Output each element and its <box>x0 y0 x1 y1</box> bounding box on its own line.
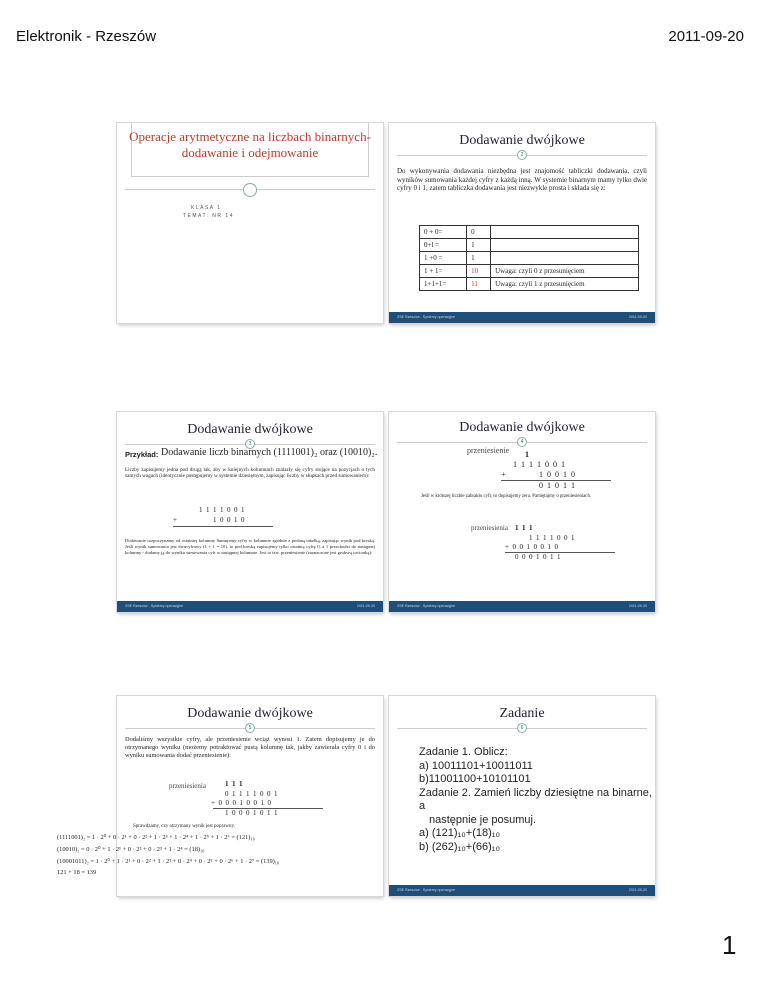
slide-text: Dodaliśmy wszystkie cyfry, ale przeniesienie wciąż wynosi 1. Zatem dopisujemy je do otrzymanego wyniku (możemy potraktować pustą kolumnę tak, jakby zawierała cyfry 0 i do wyniku sumowania dodać przeniesienie): <box>125 736 375 759</box>
slide-6 <box>389 696 655 896</box>
footer-right: 2011-09-20 <box>628 315 647 319</box>
table-cell <box>491 226 639 239</box>
table-row <box>420 265 639 278</box>
operand-2: 1 0 0 1 0 <box>539 470 575 479</box>
task-line: Zadanie 1. Oblicz: <box>419 746 508 758</box>
task-line: Zadanie 2. Zamień liczby dziesiętne na binarne, a <box>419 786 652 812</box>
class-label: KLASA 1 <box>191 205 222 211</box>
slide-3 <box>117 412 383 612</box>
table-row <box>420 278 639 291</box>
table-cell: 1 +0 = <box>420 252 467 265</box>
table-cell: Uwaga: czyli 1 z przesunięciem <box>491 278 639 291</box>
operand-1: 1 1 1 1 0 0 1 <box>199 506 245 514</box>
equation-1: (1111001)₂ = 1 · 2⁰ + 0 · 2¹ + 0 · 2² + 1 · 2³ + 1 · 2⁴ + 1 · 2⁵ + 1 · 2⁶ = (121)₁₀ <box>57 834 255 841</box>
table-cell: 1 <box>467 252 491 265</box>
slide-footer <box>117 601 383 612</box>
footer-right: 2011-09-20 <box>628 604 647 608</box>
slide-number: 4 <box>517 437 527 447</box>
table-cell: 0 <box>467 226 491 239</box>
task-line: następnie je posumuj. <box>429 813 537 826</box>
table-row <box>420 239 639 252</box>
table-cell: Uwaga: czyli 0 z przesunięciem <box>491 265 639 278</box>
table-row <box>420 252 639 265</box>
carry-label: przeniesienie <box>467 446 510 455</box>
footer-left: ZSE Rzeszów - Systemy operacyjne <box>397 315 456 319</box>
carry-label-2: przeniesienia <box>471 524 508 532</box>
slide-4 <box>389 412 655 612</box>
slide-1 <box>117 123 383 323</box>
slide-text: Do wykonywania dodawania niezbędna jest znajomość tabliczki dodawania, czyli wyników sumowania każdej cyfry z każdą inną. W systemie binarnym mamy tylko dwie cyfry 0 i 1, zatem tabliczka dodawania jest niezwykle prosta i składa się z: <box>397 167 647 192</box>
operand-2: 1 0 0 1 0 <box>213 516 245 524</box>
slide-number: 5 <box>245 723 255 733</box>
table-row <box>420 226 639 239</box>
equation-2: (10010)₂ = 0 · 2⁰ + 1 · 2¹ + 0 · 2² + 0 · 2³ + 1 · 2⁴ = (18)₁₀ <box>57 846 205 853</box>
table-cell: 1+1+1= <box>420 278 467 291</box>
table-cell: 11 <box>467 278 491 291</box>
table-cell: 0 + 0= <box>420 226 467 239</box>
check-text: Sprawdzamy, czy otrzymany wynik jest poprawny. <box>133 824 235 829</box>
slide-title: Zadanie <box>499 706 545 721</box>
result-2: 0 0 0 1 0 1 1 <box>515 553 561 561</box>
slide-title: Operacje arytmetyczne na liczbach binarnych- dodawanie i odejmowanie <box>129 129 371 160</box>
slide-number: 6 <box>517 723 527 733</box>
footer-left: ZSE Rzeszów - Systemy operacyjne <box>397 888 456 892</box>
carry-digits: 1 1 1 <box>225 780 243 788</box>
slide-title: Dodawanie dwójkowe <box>459 420 585 435</box>
note-text: Jeśli w krótszej liczbie zabrakło cyfr, to dopisujemy zera. Pamiętajmy o przeniesieniach. <box>421 494 592 499</box>
operand-1: 0 1 1 1 1 0 0 1 <box>225 790 278 798</box>
header-right: 2011-09-20 <box>668 28 744 45</box>
circle-icon <box>243 183 257 197</box>
example-label: Przykład: <box>125 450 159 459</box>
operand-1b: 1 1 1 1 0 0 1 <box>529 534 575 542</box>
footer-left: ZSE Rzeszów - Systemy operacyjne <box>125 604 184 608</box>
table-cell: 1 + 1= <box>420 265 467 278</box>
operand-2b: + 0 0 1 0 0 1 0 <box>505 543 558 551</box>
table-cell: 10 <box>467 265 491 278</box>
topic-label: TEMAT: NR 14 <box>183 213 234 219</box>
equation-4: 121 + 18 = 139 <box>57 869 97 876</box>
equation-3: (10001011)₂ = 1 · 2⁰ + 1 · 2¹ + 0 · 2² + 1 · 2³ + 0 · 2⁴ + 0 · 2⁵ + 0 · 2⁶ + 1 · 2⁷ = (139)₁₀ <box>57 858 280 865</box>
footer-right: 2011-09-20 <box>356 604 375 608</box>
sum-line <box>173 526 273 527</box>
addition-table <box>419 225 639 291</box>
task-list <box>419 746 655 854</box>
slide-footer <box>389 885 655 896</box>
slide-5 <box>57 696 383 896</box>
table-cell <box>491 239 639 252</box>
table-cell: 0+l = <box>420 239 467 252</box>
slide-number: 2 <box>517 150 527 160</box>
slide-footer <box>389 601 655 612</box>
table-cell: 1 <box>467 239 491 252</box>
slide-number: 3 <box>245 439 255 449</box>
plus-sign: + <box>501 470 506 479</box>
operand-2: + 0 0 0 1 0 0 1 0 <box>211 799 271 807</box>
slide-text: Liczby zapisujemy jedna pod drugą tak, aby w kolejnych kolumnach znalazły się cyfry stojące na pozycjach o tych samych wagach (identycznie postępujemy w systemie dziesiętnym, zapisując liczby w słupkach przed sumowaniem): <box>125 467 375 480</box>
carry-digit: 1 <box>525 450 529 459</box>
result: 1 0 0 0 1 0 1 1 <box>225 809 278 817</box>
slide-text-2: Dodawanie rozpoczynamy od ostatniej kolumny Sumujemy cyfry w kolumnie zgodnie z podaną tabelką, zapisując wynik pod kreską. Jeśli wynik sumowania jest dwucyfrowy (1 + 1 = 10), to pod kreską zapisujemy tylko ostatnią cyfrę 0, a 1 przechodzi do następnej kolumny - dodamy ją do wyniku sumowania cyfr w następnej kolumnie. Jest to tzw. przeniesienie (zaznaczone jest grubszą czcionką): <box>125 538 375 555</box>
carry-label: przeniesienia <box>169 782 206 790</box>
footer-right: 2011-09-20 <box>628 888 647 892</box>
slide-title: Dodawanie dwójkowe <box>459 133 585 148</box>
operand-1: 1 1 1 1 0 0 1 <box>513 460 565 469</box>
slide-2 <box>389 123 655 323</box>
page-number: 1 <box>722 930 737 960</box>
task-line: a) (121)₁₀+(18)₁₀ <box>419 827 501 839</box>
slide-footer <box>389 312 655 323</box>
carry-digits: 1 1 1 <box>515 524 533 532</box>
footer-left: ZSE Rzeszów - Systemy operacyjne <box>397 604 456 608</box>
result: 0 1 0 1 1 <box>539 481 575 490</box>
table-cell <box>491 252 639 265</box>
task-line: b)11001100+10101101 <box>419 773 531 785</box>
task-line: a) 10011101+10011011 <box>419 759 533 772</box>
example-text: Dodawanie liczb binarnych (1111001)₂ oraz (10010)₂. <box>161 447 378 458</box>
slide-title: Dodawanie dwójkowe <box>187 706 313 721</box>
plus-sign: + <box>173 516 177 524</box>
header-left: Elektronik - Rzeszów <box>16 28 157 45</box>
task-line: b) (262)₁₀+(66)₁₀ <box>419 840 501 853</box>
slide-title: Dodawanie dwójkowe <box>187 422 313 437</box>
